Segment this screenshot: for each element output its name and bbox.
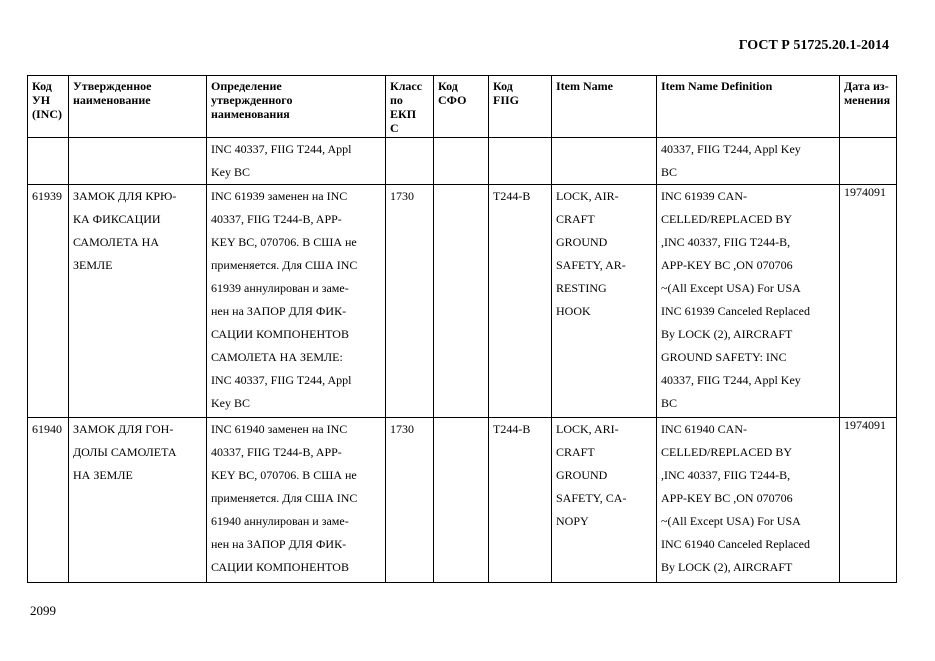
table-row: [28, 418, 897, 583]
text-line: INC 61940 заменен на INC: [211, 422, 348, 436]
text-line: ЗАМОК ДЛЯ ГОН-: [73, 422, 174, 436]
cell-definition: [207, 185, 386, 418]
cell-fiig: T244-B: [489, 185, 552, 418]
cell-name: [69, 418, 207, 583]
text-line: GROUND: [556, 235, 608, 249]
cell-date: 1974091: [840, 185, 897, 418]
text-line: нен на ЗАПОР ДЛЯ ФИК-: [211, 537, 347, 551]
text-line: Утвержденное: [73, 79, 152, 93]
cell-name: [69, 138, 207, 185]
cell-item-definition: [657, 418, 840, 583]
text-line: менения: [844, 93, 891, 107]
text-line: CRAFT: [556, 445, 595, 459]
cell-sfo: [434, 138, 489, 185]
text-line: САМОЛЕТА НА ЗЕМЛЕ:: [211, 350, 343, 364]
text-line: ЕКП: [390, 107, 417, 121]
text-line: НА ЗЕМЛЕ: [73, 468, 133, 482]
cell-inc: 61939: [28, 185, 69, 418]
cell-date: 1974091: [840, 418, 897, 583]
text-line: ~(All Except USA) For USA: [661, 514, 801, 528]
standard-designation: ГОСТ Р 51725.20.1-2014: [738, 38, 889, 53]
cell-item-name: [552, 418, 657, 583]
text-line: 40337, FIIG T244, Appl Key: [661, 142, 801, 156]
col-header-class: [386, 76, 434, 138]
text-line: Item Name Definition: [661, 79, 773, 93]
text-line: CELLED/REPLACED BY: [661, 212, 792, 226]
text-line: ,INC 40337, FIIG T244-B,: [661, 235, 791, 249]
text-line: (INC): [32, 107, 62, 121]
text-line: LOCK, AIR-: [556, 189, 619, 203]
text-line: BC: [661, 396, 678, 410]
text-line: 61940 аннулирован и заме-: [211, 514, 349, 528]
catalog-table: [27, 75, 897, 583]
text-line: By LOCK (2), AIRCRAFT: [661, 560, 793, 574]
cell-item-definition: [657, 138, 840, 185]
text-line: INC 40337, FIIG T244, Appl: [211, 142, 352, 156]
text-line: наименование: [73, 93, 151, 107]
text-line: INC 61940 CAN-: [661, 422, 747, 436]
text-line: By LOCK (2), AIRCRAFT: [661, 327, 793, 341]
text-line: Класс: [390, 79, 423, 93]
text-line: 61939 аннулирован и заме-: [211, 281, 349, 295]
cell-inc: 61940: [28, 418, 69, 583]
text-line: ЗАМОК ДЛЯ КРЮ-: [73, 189, 177, 203]
cell-item-name: [552, 185, 657, 418]
text-line: APP-KEY BC ,ON 070706: [661, 258, 793, 272]
text-line: Определение: [211, 79, 282, 93]
text-line: Key BC: [211, 165, 250, 179]
cell-sfo: [434, 185, 489, 418]
text-line: утвержденного: [211, 93, 293, 107]
text-line: по: [390, 93, 403, 107]
cell-date: [840, 138, 897, 185]
text-line: наименования: [211, 107, 290, 121]
cell-definition: [207, 138, 386, 185]
text-line: Item Name: [556, 79, 613, 93]
text-line: применяется. Для США INC: [211, 258, 358, 272]
text-line: FIIG: [493, 93, 520, 107]
cell-fiig: [489, 138, 552, 185]
cell-sfo: [434, 418, 489, 583]
cell-definition: [207, 418, 386, 583]
text-line: SAFETY, AR-: [556, 258, 626, 272]
text-line: Код: [493, 79, 513, 93]
text-line: САЦИИ КОМПОНЕНТОВ: [211, 560, 349, 574]
col-header-fiig: [489, 76, 552, 138]
cell-item-name: [552, 138, 657, 185]
text-line: BC: [661, 165, 678, 179]
text-line: СФО: [438, 93, 467, 107]
text-line: APP-KEY BC ,ON 070706: [661, 491, 793, 505]
text-line: САМОЛЕТА НА: [73, 235, 160, 249]
text-line: CRAFT: [556, 212, 595, 226]
text-line: HOOK: [556, 304, 591, 318]
text-line: NOPY: [556, 514, 589, 528]
text-line: LOCK, ARI-: [556, 422, 619, 436]
col-header-item-name: [552, 76, 657, 138]
text-line: INC 40337, FIIG T244, Appl: [211, 373, 352, 387]
text-line: 40337, FIIG T244, Appl Key: [661, 373, 801, 387]
page-number: 2099: [30, 603, 56, 618]
text-line: KEY BC, 070706. В США не: [211, 468, 357, 482]
col-header-approved-name: [69, 76, 207, 138]
text-line: САЦИИ КОМПОНЕНТОВ: [211, 327, 349, 341]
text-line: GROUND: [556, 468, 608, 482]
cell-name: [69, 185, 207, 418]
text-line: нен на ЗАПОР ДЛЯ ФИК-: [211, 304, 347, 318]
text-line: GROUND SAFETY: INC: [661, 350, 787, 364]
col-header-definition: [207, 76, 386, 138]
text-line: ,INC 40337, FIIG T244-B,: [661, 468, 791, 482]
table-row: [28, 185, 897, 418]
text-line: КА ФИКСАЦИИ: [73, 212, 161, 226]
header-row: [28, 76, 897, 138]
cell-class: 1730: [386, 418, 434, 583]
cell-inc: [28, 138, 69, 185]
text-line: INC 61940 Canceled Replaced: [661, 537, 810, 551]
text-line: С: [390, 121, 399, 135]
text-line: ~(All Except USA) For USA: [661, 281, 801, 295]
cell-fiig: T244-B: [489, 418, 552, 583]
text-line: ДОЛЫ САМОЛЕТА: [73, 445, 177, 459]
col-header-sfo: [434, 76, 489, 138]
col-header-inc: [28, 76, 69, 138]
cell-item-definition: [657, 185, 840, 418]
col-header-date: [840, 76, 897, 138]
text-line: Код: [438, 79, 458, 93]
text-line: CELLED/REPLACED BY: [661, 445, 792, 459]
text-line: KEY BC, 070706. В США не: [211, 235, 357, 249]
col-header-item-definition: [657, 76, 840, 138]
text-line: Код: [32, 79, 52, 93]
text-line: RESTING: [556, 281, 607, 295]
text-line: УН: [32, 93, 51, 107]
cell-class: 1730: [386, 185, 434, 418]
text-line: 40337, FIIG T244-B, APP-: [211, 445, 342, 459]
text-line: SAFETY, CA-: [556, 491, 627, 505]
text-line: ЗЕМЛЕ: [73, 258, 113, 272]
cell-class: [386, 138, 434, 185]
text-line: Дата из-: [844, 79, 889, 93]
text-line: применяется. Для США INC: [211, 491, 358, 505]
text-line: Key BC: [211, 396, 250, 410]
text-line: INC 61939 заменен на INC: [211, 189, 348, 203]
text-line: INC 61939 Canceled Replaced: [661, 304, 810, 318]
text-line: 40337, FIIG T244-B, APP-: [211, 212, 342, 226]
table-row-continuation: [28, 138, 897, 185]
text-line: INC 61939 CAN-: [661, 189, 747, 203]
